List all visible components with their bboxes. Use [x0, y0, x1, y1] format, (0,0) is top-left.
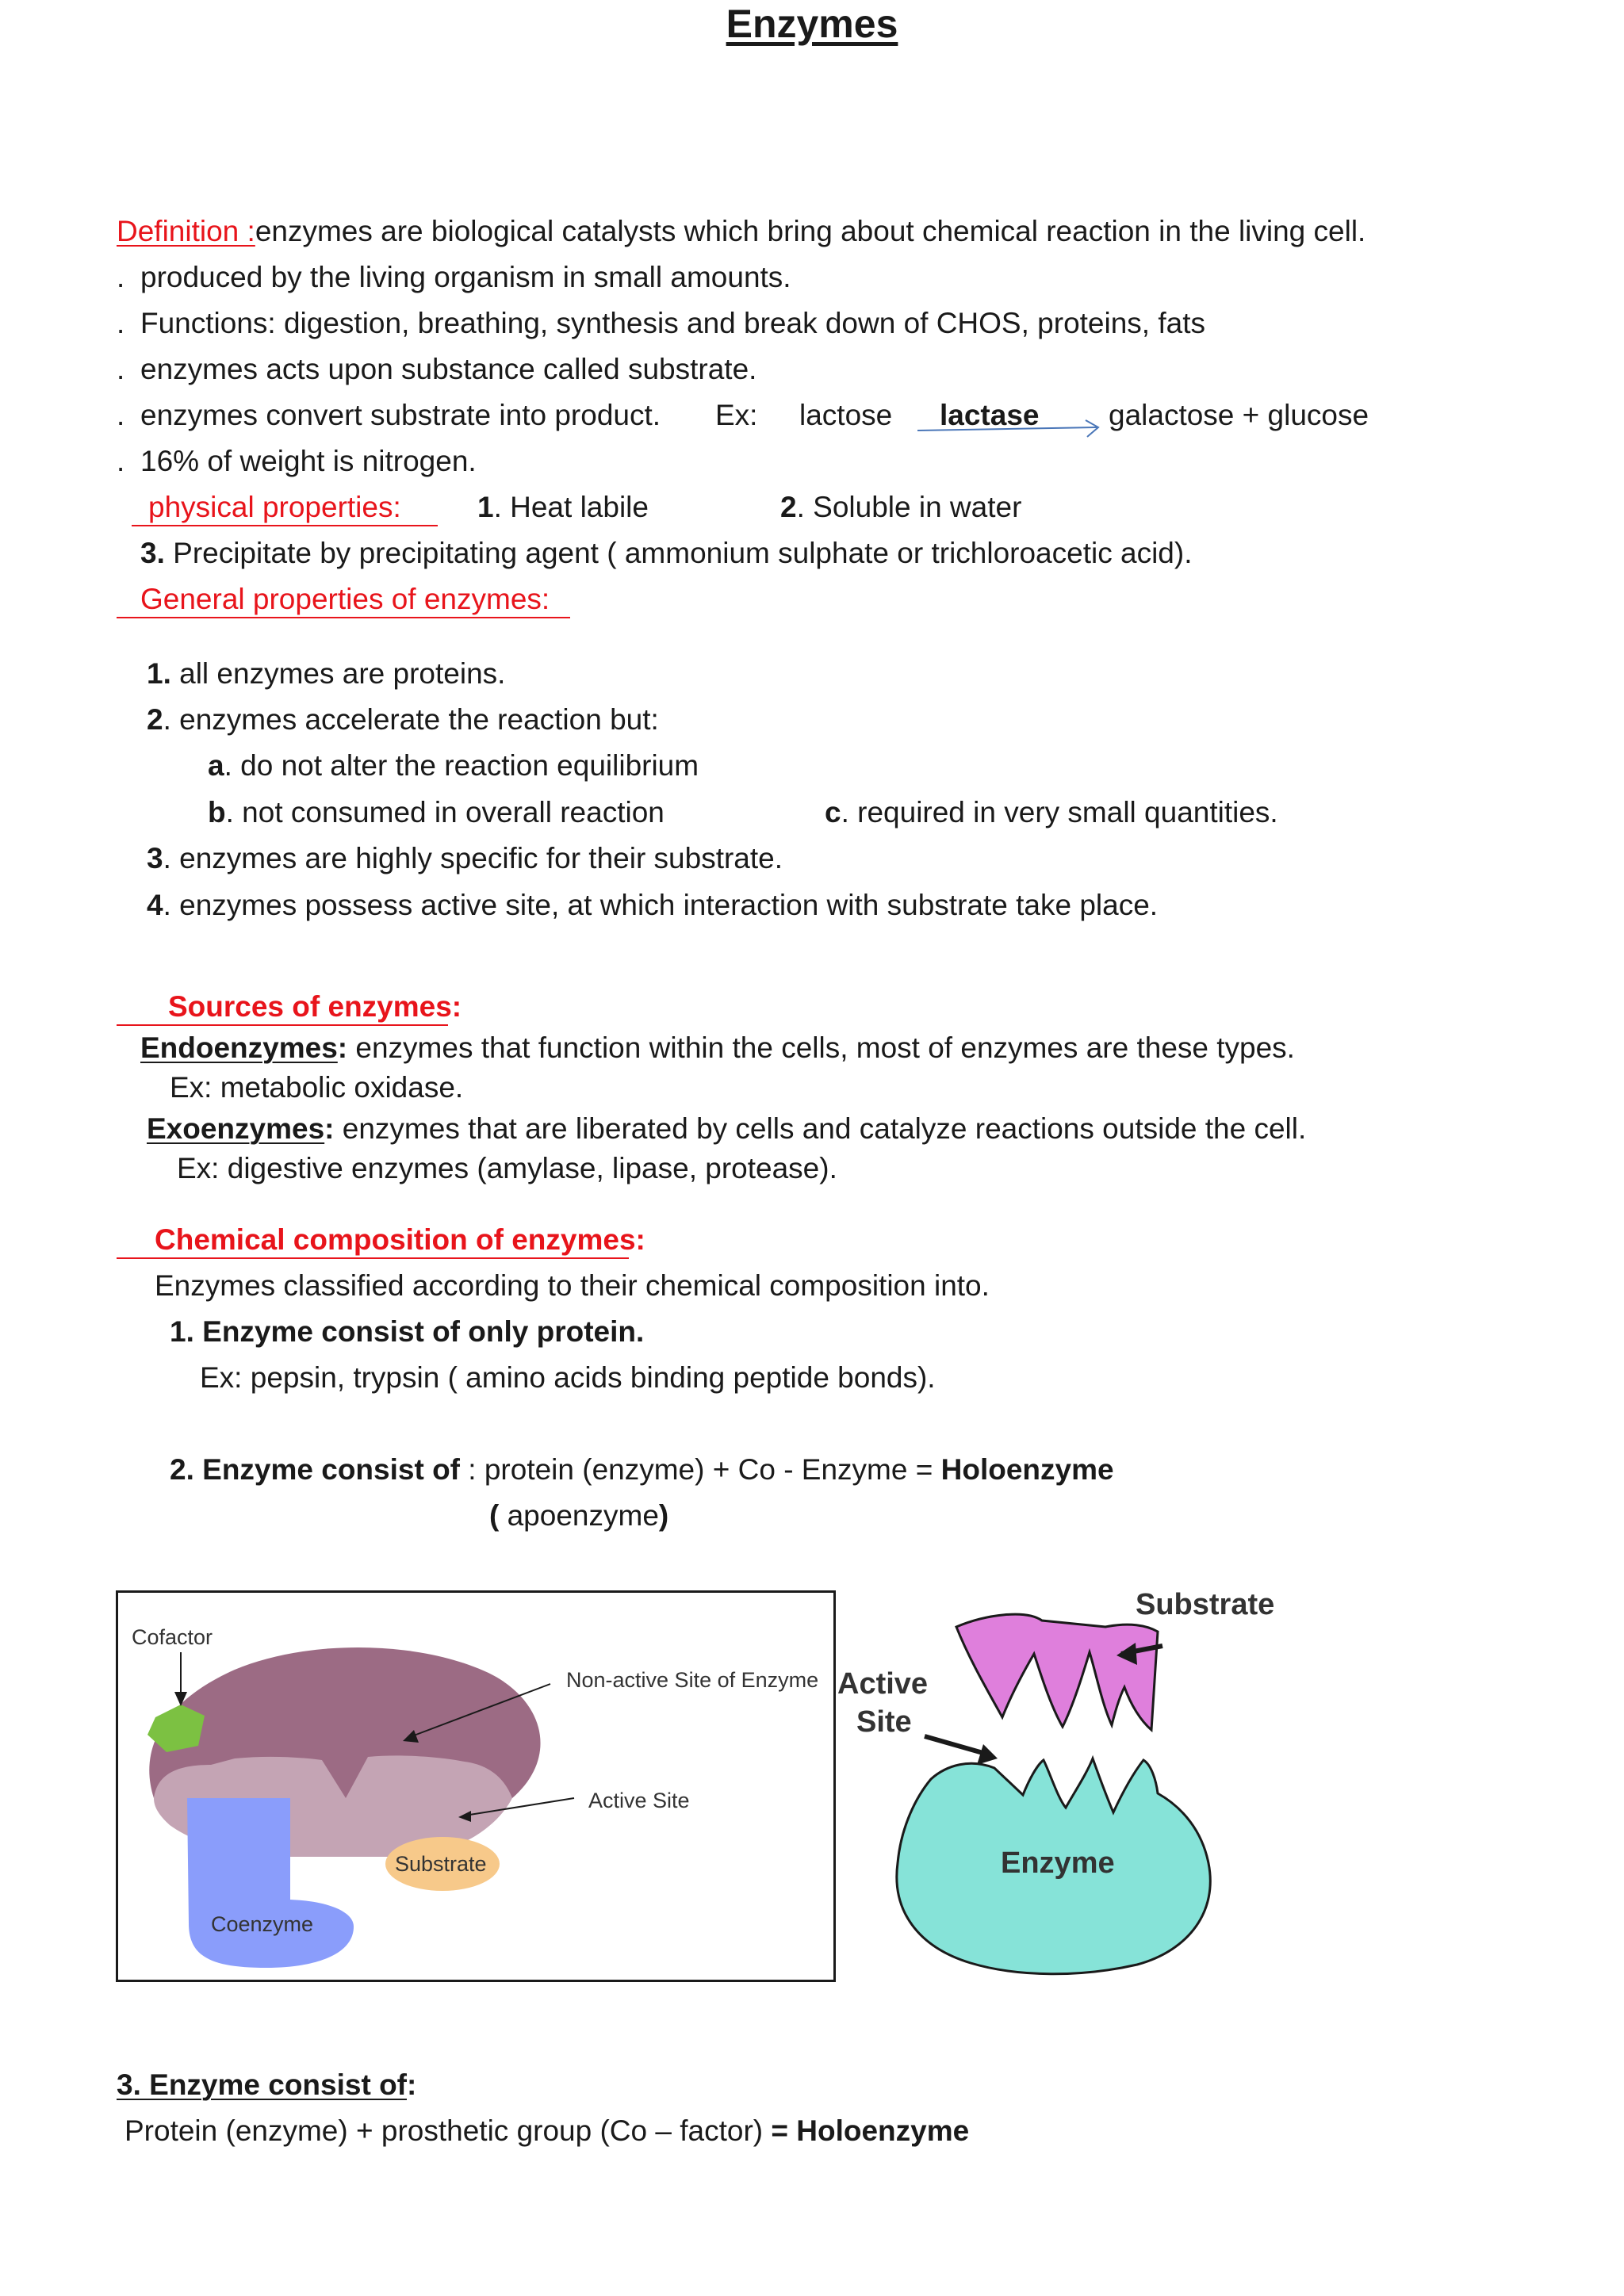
active-site-label: Active Site [588, 1789, 690, 1812]
item-text: . required in very small quantities. [841, 796, 1278, 828]
chemical-intro: Enzymes classified according to their chemical composition into. [155, 1269, 990, 1302]
endo-line [140, 1031, 1295, 1066]
endo-text: enzymes that function within the cells, most of enzymes are these types. [347, 1031, 1295, 1064]
example-ex: Ex: [715, 399, 758, 431]
general-item [147, 656, 505, 691]
item-num: b [208, 796, 226, 828]
item3-heading [117, 2068, 416, 2103]
general-item [825, 795, 1278, 830]
item3-result: Holoenzyme [796, 2114, 970, 2147]
item3-colon: : [407, 2068, 417, 2101]
general-underline [117, 617, 570, 618]
exo-example: Ex: digestive enzymes (amylase, lipase, protease). [177, 1152, 837, 1184]
general-item [147, 841, 783, 876]
apo-close: ) [658, 1499, 669, 1532]
item-text: . enzymes are highly specific for their substrate. [163, 842, 783, 874]
endo-colon: : [337, 1031, 348, 1064]
item3-formula [124, 2114, 969, 2149]
physical-num-1: 1 [477, 491, 494, 523]
item3-eq: = [771, 2114, 788, 2147]
item-num: 3 [147, 842, 163, 874]
item-text: . not consumed in overall reaction [225, 796, 665, 828]
bullet-item: produced by the living organism in small amounts. [140, 261, 791, 293]
item-text: . enzymes accelerate the reaction but: [163, 703, 659, 736]
general-item [208, 795, 665, 830]
bullet-marker: . [117, 353, 125, 385]
item-num: 1. [147, 657, 171, 690]
exo-colon: : [324, 1112, 335, 1145]
chemical-item-2 [170, 1452, 1114, 1487]
physical-num-3: 3. [140, 537, 165, 569]
definition-line [117, 214, 1365, 249]
physical-label: physical properties: [148, 491, 401, 523]
active-site-label-2: Site [856, 1705, 912, 1739]
arrow-icon [916, 416, 1106, 440]
bullet-marker: . [117, 445, 125, 477]
item-num: a [208, 749, 224, 782]
physical-num-2: 2 [780, 491, 797, 523]
physical-prop-2 [780, 490, 1021, 525]
coenzyme-label: Coenzyme [211, 1912, 314, 1936]
item-text: . enzymes possess active site, at which interaction with substrate take place. [163, 889, 1159, 921]
apoenzyme-note [489, 1498, 668, 1533]
bullet-item: Functions: digestion, breathing, synthesis and break down of CHOS, proteins, fats [140, 307, 1206, 339]
apo-text: apoenzyme [499, 1499, 659, 1532]
item2-formula: : protein (enzyme) + Co - Enzyme = [460, 1453, 941, 1486]
item3-text: Protein (enzyme) + prosthetic group (Co – factor) [124, 2114, 772, 2147]
item-num: c [825, 796, 841, 828]
item3-label: 3. Enzyme consist of [117, 2068, 407, 2101]
general-item [208, 748, 699, 783]
general-label: General properties of enzymes: [140, 583, 550, 615]
item2-num: 2 [170, 1453, 186, 1486]
holoenzyme-diagram [116, 1590, 836, 1982]
active-site-label-1: Active [837, 1667, 929, 1701]
definition-label: Definition : [117, 215, 255, 247]
endo-example: Ex: metabolic oxidase. [170, 1071, 464, 1104]
item-num: 2 [147, 703, 163, 736]
physical-underline [132, 525, 438, 526]
item-num: 4 [147, 889, 163, 921]
item2-label: . Enzyme consist of [186, 1453, 460, 1486]
bullet-marker: . [117, 399, 125, 431]
substrate-shape [956, 1614, 1158, 1730]
page-title: Enzymes [726, 2, 898, 46]
exo-term: Exoenzymes [147, 1112, 325, 1145]
bullet-marker: . [117, 261, 125, 293]
apo-open: ( [489, 1499, 500, 1532]
bullet-item: enzymes convert substrate into product. [140, 399, 661, 431]
bullet-item: 16% of weight is nitrogen. [140, 445, 477, 477]
physical-text-2: . Soluble in water [796, 491, 1022, 523]
chemical-item-1: 1. Enzyme consist of only protein. [170, 1315, 645, 1348]
lock-and-key-diagram [836, 1586, 1327, 1982]
example-product: galactose + glucose [1109, 399, 1369, 431]
endo-term: Endoenzymes [140, 1031, 338, 1064]
substrate-label: Substrate [1136, 1588, 1275, 1621]
bullet-marker: . [117, 307, 125, 339]
enzyme-label: Enzyme [1001, 1846, 1115, 1880]
exo-text: enzymes that are liberated by cells and catalyze reactions outside the cell. [334, 1112, 1307, 1145]
general-item [147, 702, 659, 737]
sources-underline [117, 1024, 448, 1026]
item-text: . do not alter the reaction equilibrium [224, 749, 699, 782]
sources-label: Sources of enzymes: [168, 990, 462, 1023]
non-active-label: Non-active Site of Enzyme [566, 1668, 819, 1692]
general-item [147, 888, 1158, 923]
physical-text-1: . Heat labile [493, 491, 649, 523]
cofactor-label: Cofactor [132, 1625, 213, 1649]
physical-text-3: Precipitate by precipitating agent ( ammonium sulphate or trichloroacetic acid). [164, 537, 1193, 569]
definition-text: enzymes are biological catalysts which bring about chemical reaction in the living cell. [255, 215, 1366, 247]
chemical-item-1-example: Ex: pepsin, trypsin ( amino acids binding peptide bonds). [200, 1361, 936, 1394]
bullet-item: enzymes acts upon substance called substrate. [140, 353, 757, 385]
chemical-underline [117, 1257, 629, 1259]
chemical-label: Chemical composition of enzymes: [155, 1223, 645, 1256]
item2-result: Holoenzyme [940, 1453, 1114, 1486]
example-substrate: lactose [799, 399, 893, 431]
substrate-label: Substrate [395, 1852, 487, 1876]
example-enzyme: lactase [940, 399, 1040, 431]
item-text: all enzymes are proteins. [170, 657, 506, 690]
physical-prop-3 [140, 536, 1192, 571]
physical-prop-1 [477, 490, 649, 525]
exo-line [147, 1112, 1306, 1146]
